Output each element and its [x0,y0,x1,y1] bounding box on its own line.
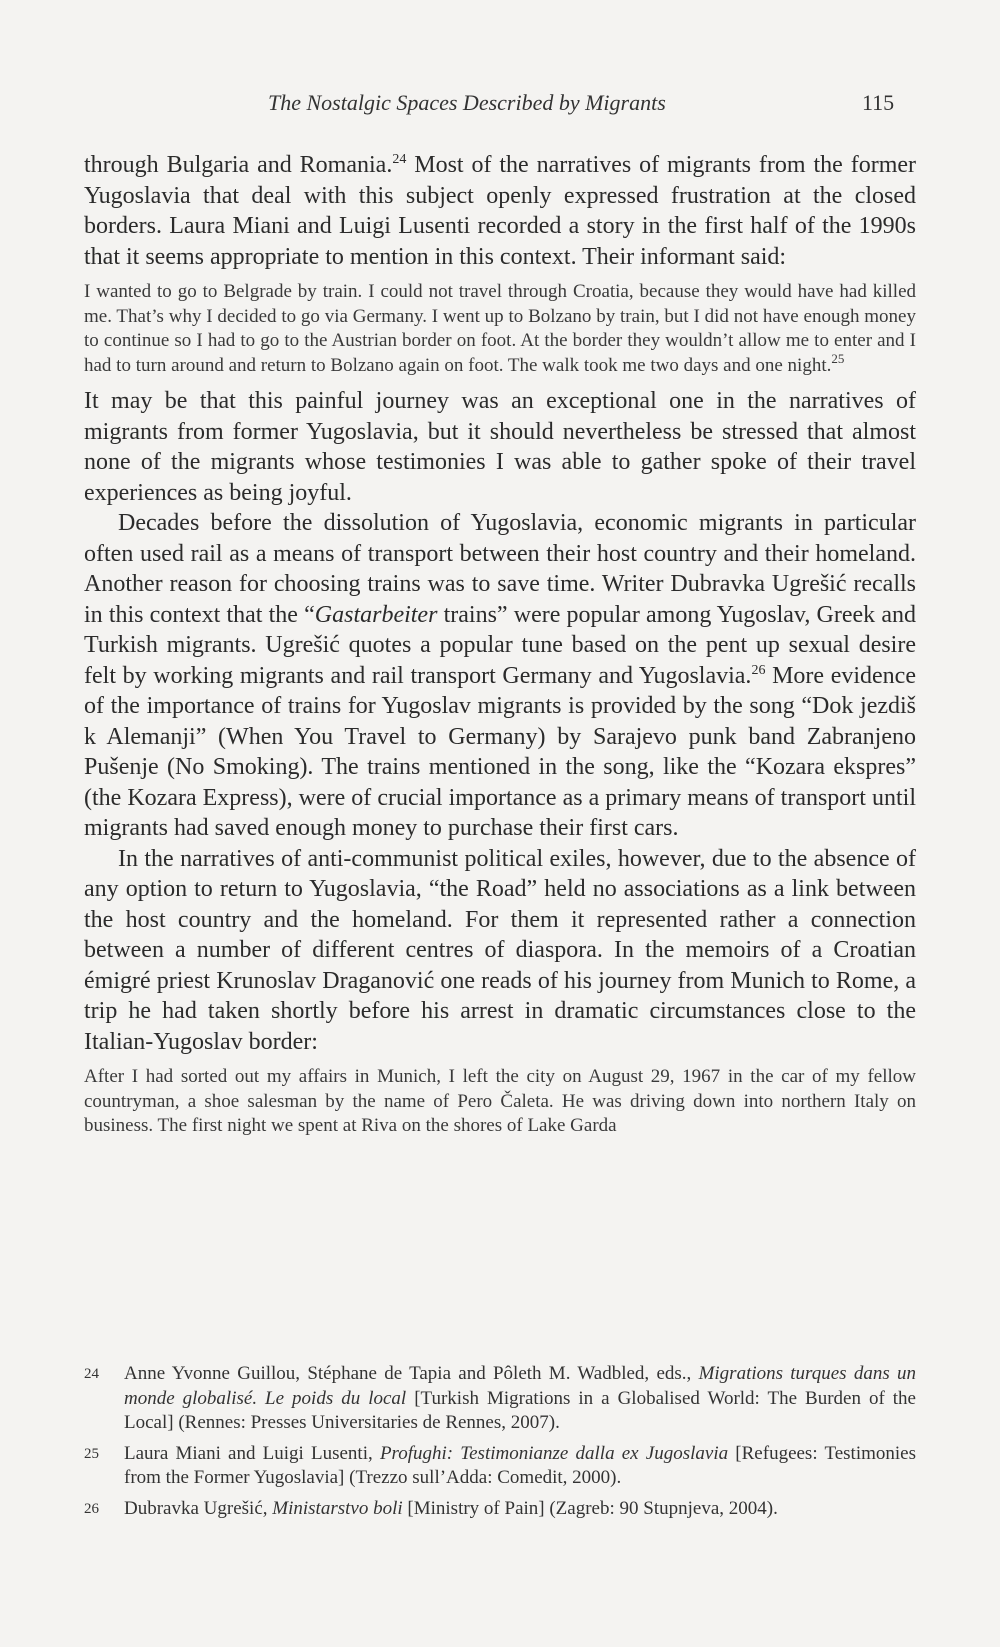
footnote-number: 24 [84,1366,99,1382]
text-run: Most of the narratives of migrants from the former Yugoslavia that deal with this subject openly expressed frustration at the closed borders. Laura Miani and Luigi Lusenti recorded a story in the first half of the 1990s that it seems appropriate to mention in this context. Their informant said: [84,152,917,270]
italic-term: Gastarbeiter [314,601,438,628]
footnote-ref-25: 25 [831,350,845,366]
paragraph-3 [84,508,916,844]
text-run: Laura Miani and Luigi Lusenti, [124,1442,380,1464]
italic-title: Ministarstvo boli [272,1497,403,1519]
text-run: Dubravka Ugrešić, [124,1497,273,1519]
footnote-text [124,1362,916,1436]
block-quote-2: After I had sorted out my affairs in Munich, I left the city on August 29, 1967 in the car of my fellow countryman, a shoe salesman by the name of Pero Čaleta. He was driving down into northern Italy on business. The first night we spent at Riva on the shores of Lake Garda [84,1066,916,1136]
footnote-24 [84,1362,916,1436]
footnote-26 [84,1497,916,1522]
italic-title: Profughi: Testimonianze dalla ex Jugoslavia [379,1442,729,1464]
footnotes [84,1362,916,1527]
paragraph-1 [84,150,916,272]
footnote-25 [84,1442,916,1491]
text-run: [Refugees: Testimonies from the Former Yugoslavia] (Trezzo sull’Adda: Comedit, 2000). [124,1442,916,1488]
text-run: [Ministry of Pain] (Zagreb: 90 Stupnjeva, 2004). [402,1497,778,1519]
footnote-ref-26: 26 [751,662,766,678]
text-run: More evidence of the importance of trains for Yugoslav migrants is provided by the song “Dok jezdiš k Alemanji” (When You Travel to Germany) by Sarajevo punk band Zabranjeno Pušenje (No Smoking). The trains mentioned in the song, like the “Kozara ekspres” (the Kozara Express), were of crucial importance as a primary means of transport until migrants had saved enough money to purchase their first cars. [84,662,916,841]
footnote-text [124,1442,916,1491]
running-title: The Nostalgic Spaces Described by Migrants [268,90,666,115]
paragraph-2: It may be that this painful journey was an exceptional one in the narratives of migrants from former Yugoslavia, but it should nevertheless be stressed that almost none of the migrants whose testimonies I was able to gather spoke of their travel experiences as being joyful. [84,388,916,506]
text-run: through Bulgaria and Romania. [84,152,393,178]
page-number: 115 [862,90,895,115]
text-run: Anne Yvonne Guillou, Stéphane de Tapia and Pôleth M. Wadbled, eds., [124,1363,699,1384]
text-run: [Turkish Migrations in a Globalised World: The Burden of the Local] (Rennes: Presses Universitaries de Rennes, 2007). [124,1387,916,1433]
text-run: I wanted to go to Belgrade by train. I could not travel through Croatia, because they would have had killed me. That’s why I decided to go via Germany. I went up to Bolzano by train, but I did not have enough money to continue so I had to go to the Austrian border on foot. At the border they wouldn’t allow me to enter and I had to turn around and return to Bolzano again on foot. The walk took me two days and one night. [84,281,916,376]
footnote-ref-24: 24 [392,152,407,167]
footnote-text [124,1497,916,1522]
text-run: Decades before the dissolution of Yugoslavia, economic migrants in particular often used rail as a means of transport between their host country and their homeland. Another reason for choosing trains was to save time. Writer Dubravka Ugrešić recalls in this context that the “ [84,510,916,628]
italic-title: Migrations turques dans un monde globalisé. Le poids du local [124,1363,917,1409]
block-quote-1 [84,280,916,378]
footnote-number: 25 [84,1445,99,1462]
text-run: trains” were popular among Yugoslav, Greek and Turkish migrants. Ugrešić quotes a popular tune based on the pent up sexual desire felt by working migrants and rail transport Germany and Yugoslavia. [84,601,916,689]
footnote-number: 26 [84,1500,99,1517]
paragraph-4: In the narratives of anti-communist political exiles, however, due to the absence of any option to return to Yugoslavia, “the Road” held no associations as a link between the host country and the homeland. For them it represented rather a connection between a number of different centres of diaspora. In the memoirs of a Croatian émigré priest Krunoslav Draganović one reads of his journey from Munich to Rome, a trip he had taken shortly before his arrest in dramatic circumstances close to the Italian-Yugoslav border: [84,845,916,1055]
main-text [84,150,916,1147]
